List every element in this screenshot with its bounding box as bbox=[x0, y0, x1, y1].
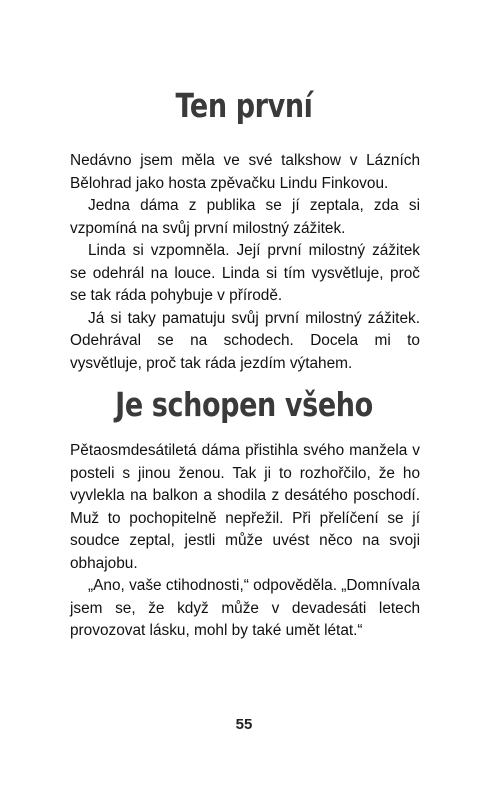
section-title: Ten první bbox=[175, 86, 313, 125]
paragraph: „Ano, vaše ctihodnosti,“ odpověděla. „Domnívala jsem se, že když může v devadesáti letech provozovat lásku, mohl by také umět létat.“ bbox=[70, 577, 420, 639]
story-text bbox=[70, 150, 420, 375]
paragraph: Pětaosmdesátiletá dáma přistihla svého manžela v posteli s jinou ženou. Tak ji to rozhořčilo, že ho vyvlekla na balkon a shodila z desátého poschodí. Muž to pochopitelně nepřežil. Při přelíčení se jí soudce zeptal, jestli může uvést něco na svoji obhajobu. bbox=[70, 442, 420, 572]
paragraph: Nedávno jsem měla ve své talkshow v Lázních Bělohrad jako hosta zpěvačku Lindu Finkovou. bbox=[70, 152, 420, 192]
paragraph: Jedna dáma z publika se jí zeptala, zda si vzpomíná na svůj první milostný zážitek. bbox=[70, 197, 420, 237]
paragraph: Linda si vzpomněla. Její první milostný zážitek se odehrál na louce. Linda si tím vysvětluje, proč se tak ráda pohybuje v přírodě. bbox=[70, 242, 420, 304]
paragraph: Já si taky pamatuju svůj první milostný zážitek. Odehrával se na schodech. Docela mi to vysvětluje, proč tak ráda jezdím výtahem. bbox=[70, 309, 420, 372]
section-title: Je schopen všeho bbox=[115, 385, 373, 424]
story-text bbox=[70, 440, 420, 643]
page-number: 55 bbox=[235, 716, 253, 733]
